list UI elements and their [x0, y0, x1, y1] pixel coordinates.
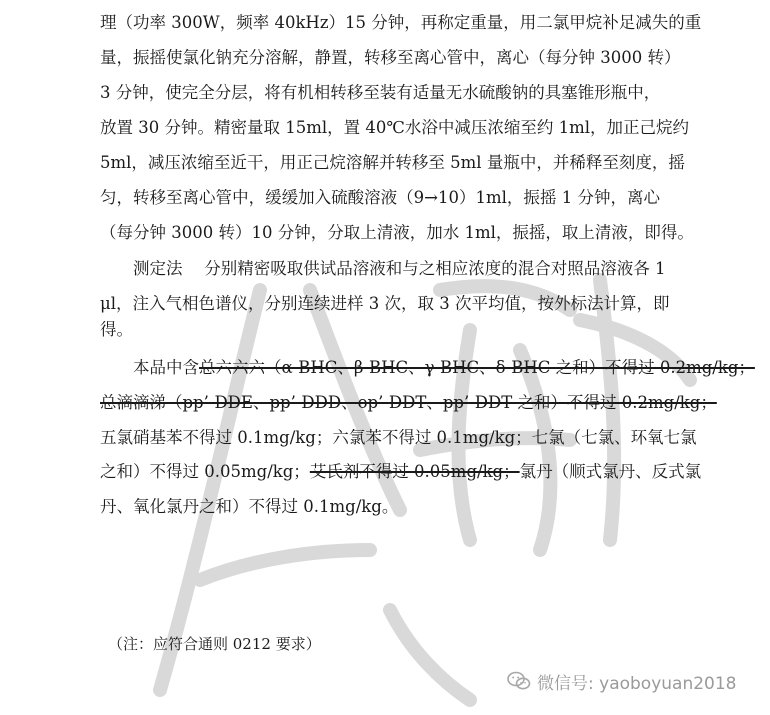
text-segment: 得。: [100, 320, 133, 339]
text-segment: 3 分钟，使完全分层，将有机相转移至装有适量无水硫酸钠的具塞锥形瓶中，: [100, 83, 661, 102]
text-line: [100, 386, 717, 420]
text-segment: 之和）不得过 0.05mg/kg；: [100, 462, 310, 481]
note-text: （注：应符合通则 0212 要求）: [108, 635, 321, 653]
struck-text-segment: 总滴滴涕（pp’-DDE、pp’-DDD、op’-DDT、pp’-DDT 之和）不得过 0.2mg/kg；: [100, 393, 717, 412]
text-line: [100, 421, 697, 455]
text-segment: 5ml，减压浓缩至近干，用正己烷溶解并转移至 5ml 量瓶中，并稀释至刻度，摇: [100, 153, 685, 172]
struck-text-segment: 总六六六（α-BHC、β-BHC、γ-BHC、δ-BHC 之和）不得过 0.2mg/kg；: [199, 358, 755, 377]
text-line: [100, 6, 702, 40]
text-line: [100, 252, 666, 286]
text-segment: 理（功率 300W，频率 40kHz）15 分钟，再称定重量，用二氯甲烷补足减失的重: [100, 13, 702, 32]
text-line: [100, 181, 660, 215]
text-line: [100, 313, 660, 347]
wechat-icon: [507, 671, 531, 691]
text-segment: 五氯硝基苯不得过 0.1mg/kg；六氯苯不得过 0.1mg/kg；七氯（七氯、环氧七氯: [100, 428, 697, 447]
wechat-label: 微信号: yaoboyuan2018: [537, 673, 737, 694]
text-line: [100, 146, 685, 180]
text-segment: 测定法 分别精密吸取供试品溶液和与之相应浓度的混合对照品溶液各 1: [100, 259, 666, 278]
text-segment: 放置 30 分钟。精密量取 15ml，置 40℃水浴中减压浓缩至约 1ml，加正己烷约: [100, 118, 690, 137]
text-segment: 匀，转移至离心管中，缓缓加入硫酸溶液（9→10）1ml，振摇 1 分钟，离心: [100, 188, 660, 207]
text-line: [100, 216, 694, 250]
text-line: [100, 351, 755, 385]
struck-text-segment: 艾氏剂不得过 0.05mg/kg；: [309, 462, 520, 481]
text-segment: 量，振摇使氯化钠充分溶解，静置，转移至离心管中，离心（每分钟 3000 转）: [100, 48, 681, 67]
text-segment: 本品中含: [100, 358, 199, 377]
text-line: [100, 455, 702, 489]
wechat-footer: [507, 668, 737, 694]
text-segment: μl，注入气相色谱仪，分别连续进样 3 次，取 3 次平均值，按外标法计算，即: [100, 294, 670, 313]
text-line: [100, 490, 660, 524]
text-segment: 丹、氧化氯丹之和）不得过 0.1mg/kg。: [100, 497, 399, 516]
text-line: [100, 111, 690, 145]
text-line: [100, 41, 681, 75]
text-segment: （每分钟 3000 转）10 分钟，分取上清液，加水 1ml，振摇，取上清液，即得。: [100, 223, 694, 242]
text-line: [100, 76, 660, 110]
text-segment: 氯丹（顺式氯丹、反式氯: [519, 462, 702, 481]
